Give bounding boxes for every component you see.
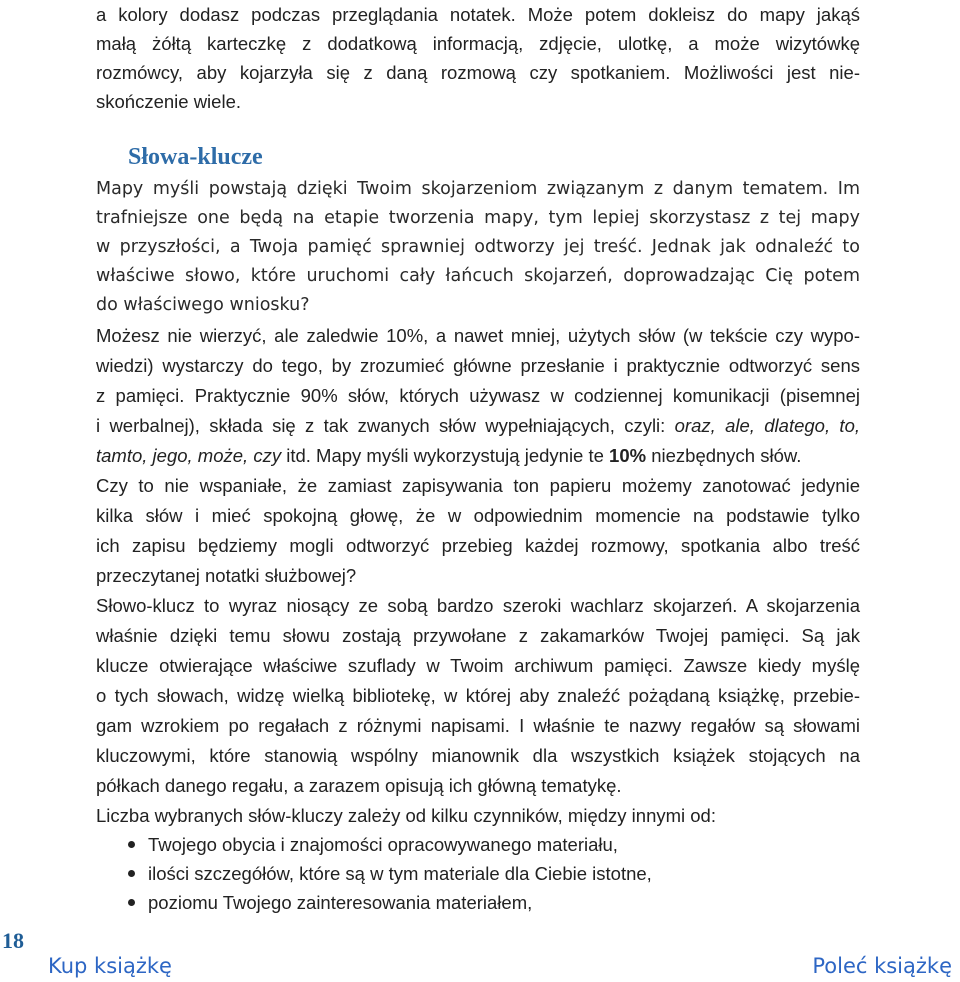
para2-line: Możesz nie wierzyć, ale zaledwie 10%, a nawet mniej, użytych słów (w tekście czy wypo- xyxy=(96,325,860,346)
para3-line: o tych słowach, widzę wielką bibliotekę, w której aby znaleźć pożądaną książkę, przebie- xyxy=(96,685,860,706)
para3-line: gam wzrokiem po regałach z różnymi napisami. I właśnie te nazwy regałów są słowami xyxy=(96,715,860,736)
bullet-icon xyxy=(128,841,135,848)
page-number: 18 xyxy=(2,928,24,953)
para2-bold-percent: 10% xyxy=(609,445,647,466)
intro-line: a kolory dodasz podczas przeglądania notatek. Może potem dokleisz do mapy jakąś xyxy=(96,4,860,25)
bullet-icon xyxy=(128,899,135,906)
para2-line: przeczytanej notatki służbowej? xyxy=(96,565,357,586)
para2-text: itd. Mapy myśli wykorzystują jedynie te xyxy=(281,445,610,466)
para3-line: półkach danego regału, a zarazem opisują ich główną tematykę. xyxy=(96,775,622,796)
bullet-icon xyxy=(128,870,135,877)
para1-line: do właściwego wniosku? xyxy=(96,295,310,315)
para1-line: Mapy myśli powstają dzięki Twoim skojarzeniom związanym z danym tematem. Im xyxy=(96,179,860,199)
para3-line: Słowo-klucz to wyraz niosący ze sobą bardzo szeroki wachlarz skojarzeń. A skojarzenia xyxy=(96,595,860,616)
list-item-text: Twojego obycia i znajomości opracowywanego materiału, xyxy=(148,834,618,855)
list-item-text: poziomu Twojego zainteresowania materiałem, xyxy=(148,892,533,913)
para3-line: kluczowymi, które stanowią wspólny mianownik dla wszystkich książek stojących na xyxy=(96,745,860,766)
para2-text: i werbalnej), składa się z tak zwanych słów wypełniających, czyli: xyxy=(96,415,675,436)
para1-line: właściwe słowo, które uruchomi cały łańcuch skojarzeń, doprowadzając Cię potem xyxy=(96,266,860,286)
para2-text: niezbędnych słów. xyxy=(646,445,802,466)
para1-line: trafniejsze one będą na etapie tworzenia mapy, tym lepiej skorzystasz z tej mapy xyxy=(96,208,860,228)
intro-line: małą żółtą karteczkę z dodatkową informacją, zdjęcie, ulotkę, a może wizytówkę xyxy=(96,33,860,54)
para2-line: ich zapisu będziemy mogli odtworzyć przebieg każdej rozmowy, spotkania albo treść xyxy=(96,535,860,556)
para2-italic-examples: oraz, ale, dlatego, to, xyxy=(674,415,860,436)
para2-line xyxy=(96,443,860,469)
list-item-text: ilości szczegółów, które są w tym materiale dla Ciebie istotne, xyxy=(148,863,652,884)
para3-line: właśnie dzięki temu słowu zostają przywołane z zakamarków Twojej pamięci. Są jak xyxy=(96,625,860,646)
intro-line: rozmówcy, aby kojarzyła się z daną rozmową czy spotkaniem. Możliwości jest nie- xyxy=(96,62,860,83)
para4-line: Liczba wybranych słów-kluczy zależy od kilku czynników, między innymi od: xyxy=(96,805,716,826)
para2-line: Czy to nie wspaniałe, że zamiast zapisywania ton papieru możemy zanotować jedynie xyxy=(96,475,860,496)
section-heading: Słowa-klucze xyxy=(128,144,263,170)
para2-line: kilka słów i mieć spokojną głowę, że w odpowiednim momencie na podstawie tylko xyxy=(96,505,860,526)
para2-line xyxy=(96,413,860,439)
para2-line: z pamięci. Praktycznie 90% słów, których używasz w codziennej komunikacji (pisemnej xyxy=(96,385,860,406)
recommend-book-link[interactable]: Poleć książkę xyxy=(812,954,952,978)
para1-line: w przyszłości, a Twoja pamięć sprawniej odtworzy jej treść. Jednak jak odnaleźć to xyxy=(96,237,860,257)
intro-line: skończenie wiele. xyxy=(96,91,241,112)
buy-book-link[interactable]: Kup książkę xyxy=(48,954,172,978)
para3-line: klucze otwierające właściwe szuflady w Twoim archiwum pamięci. Zawsze kiedy myślę xyxy=(96,655,860,676)
para2-italic-examples: tamto, jego, może, czy xyxy=(96,445,282,466)
para2-line: wiedzi) wystarczy do tego, by zrozumieć główne przesłanie i praktycznie odtworzyć sens xyxy=(96,355,860,376)
